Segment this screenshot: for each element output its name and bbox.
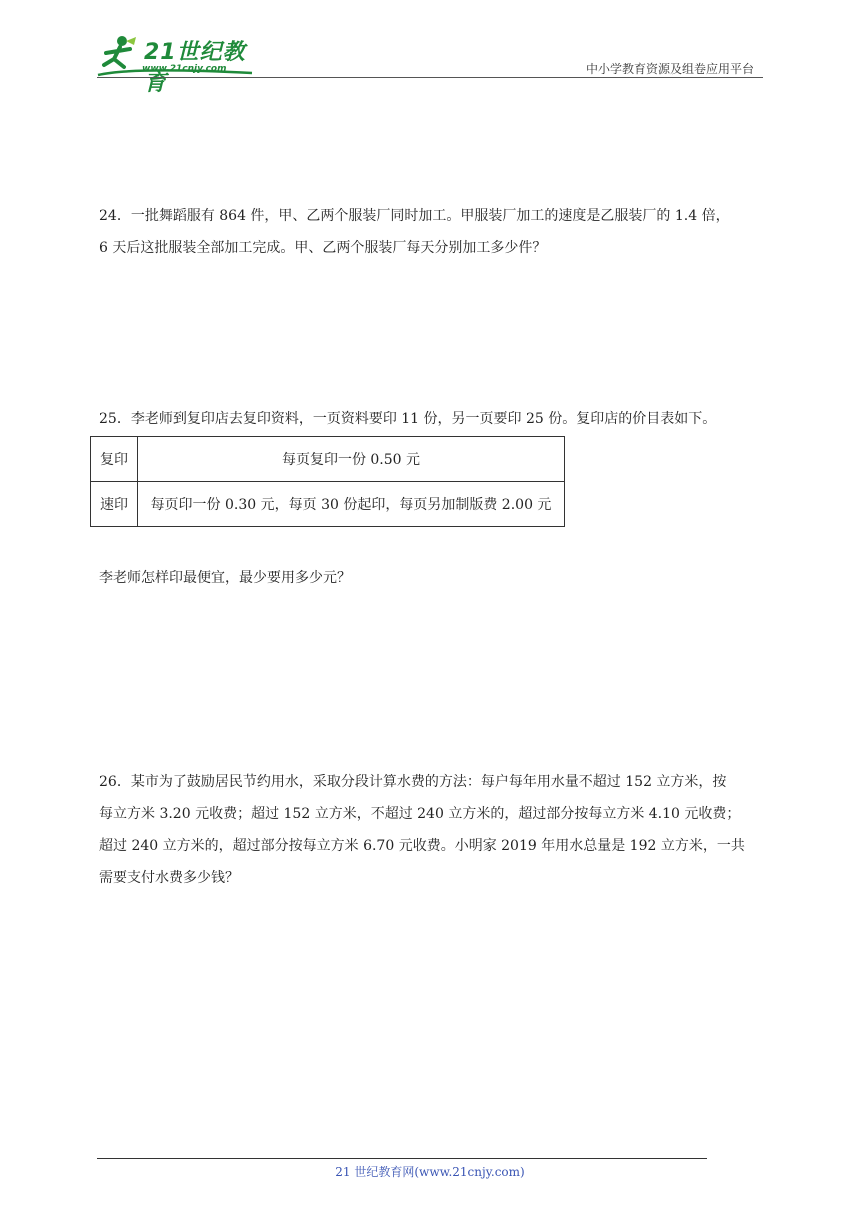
question-line: 每立方米 3.20 元收费；超过 152 立方米，不超过 240 立方米的，超过部分按每立方米 4.10 元收费； <box>99 806 741 822</box>
header-divider <box>97 77 763 78</box>
price-table <box>90 436 565 527</box>
footer-text: 21 世纪教育网(www.21cnjy.com) <box>335 1165 525 1179</box>
footer-divider <box>97 1158 707 1159</box>
question-line: 李老师怎样印最便宜，最少要用多少元？ <box>99 570 351 586</box>
table-row <box>91 482 565 527</box>
question-line: 24．一批舞蹈服有 864 件，甲、乙两个服装厂同时加工。甲服装厂加工的速度是乙服装厂的 1.4 倍， <box>99 208 730 224</box>
question-26 <box>99 766 764 894</box>
question-line: 需要支付水费多少钱？ <box>99 870 239 886</box>
question-24 <box>99 200 764 264</box>
question-line: 26．某市为了鼓励居民节约用水，采取分段计算水费的方法：每户每年用水量不超过 152 立方米，按 <box>99 774 727 790</box>
question-line: 6 天后这批服装全部加工完成。甲、乙两个服装厂每天分别加工多少件？ <box>99 240 547 256</box>
table-cell-value: 每页印一份 0.30 元，每页 30 份起印，每页另加制版费 2.00 元 <box>138 482 565 527</box>
table-cell-key: 复印 <box>91 437 138 482</box>
logo-text: 21世纪教育 <box>144 40 246 96</box>
table-cell-key: 速印 <box>91 482 138 527</box>
question-line: 25．李老师到复印店去复印资料，一页资料要印 11 份，另一页要印 25 份。复印店的价目表如下。 <box>99 411 717 427</box>
logo-url: www.21cnjy.com <box>142 64 227 74</box>
question-25-ask <box>99 562 764 594</box>
table-row <box>91 437 565 482</box>
question-25-intro <box>99 403 764 435</box>
platform-title: 中小学教育资源及组卷应用平台 <box>585 62 754 76</box>
site-logo <box>92 33 262 96</box>
table-cell-value: 每页复印一份 0.50 元 <box>138 437 565 482</box>
question-line: 超过 240 立方米的，超过部分按每立方米 6.70 元收费。小明家 2019 年用水总量是 192 立方米，一共 <box>99 838 745 854</box>
